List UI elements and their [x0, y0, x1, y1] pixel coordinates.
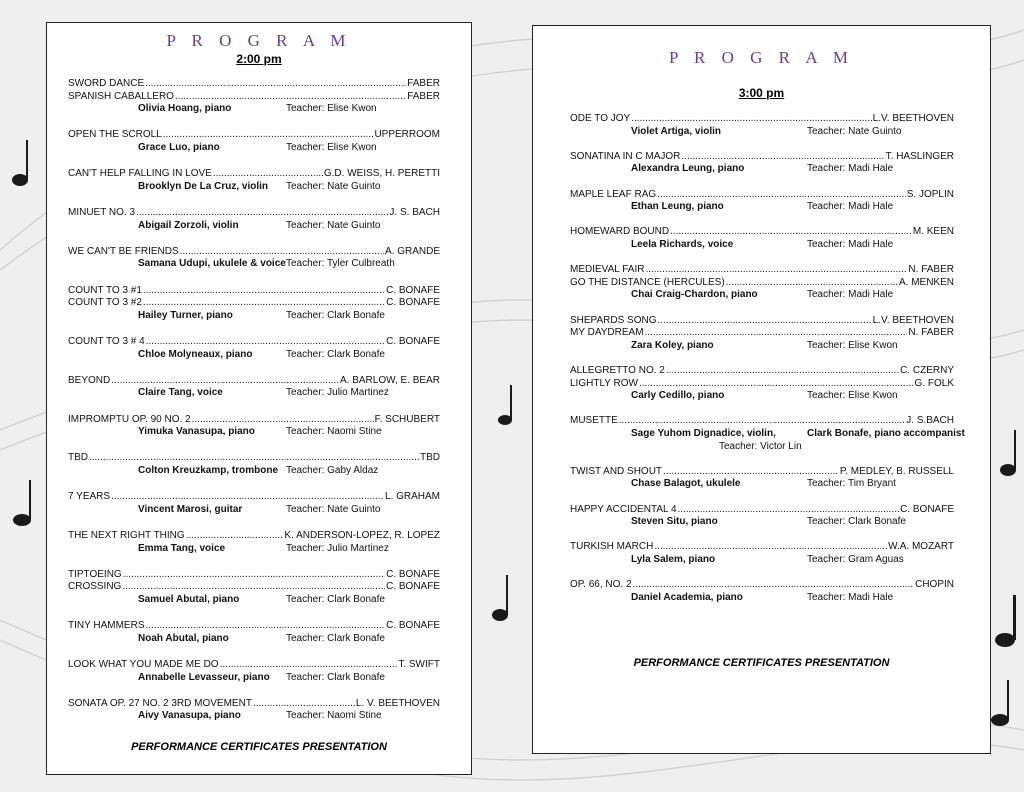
piece-composer: UPPERROOM: [374, 129, 440, 141]
performer-name: Daniel Academia, piano: [631, 591, 743, 603]
teacher-name: Teacher: Elise Kwon: [286, 103, 377, 115]
teacher-name: Teacher: Clark Bonafe: [286, 348, 385, 360]
piece-composer: J. S.BACH: [906, 415, 954, 427]
dot-leader: [143, 297, 385, 309]
program-heading: P R O G R A M: [166, 31, 352, 50]
teacher-name-extra: Teacher: Victor Lin: [719, 440, 802, 452]
piece-composer: N. FABER: [908, 264, 954, 276]
piece-line: [68, 659, 440, 671]
piece-line: [68, 336, 440, 348]
teacher-name: Teacher: Gaby Aldaz: [286, 465, 379, 476]
piece-line: [570, 378, 954, 390]
piece-composer: C. BONAFE: [900, 503, 954, 515]
piece-composer: G.D. WEISS, H. PERETTI: [323, 168, 440, 180]
piece-line: [68, 207, 440, 219]
teacher-name: Teacher: Julio Martinez: [286, 387, 389, 399]
piece-composer: L.V. BEETHOVEN: [872, 314, 954, 326]
performer-name: Aivy Vanasupa, piano: [138, 710, 241, 722]
piece-title: TIPTOEING: [68, 568, 122, 580]
piece-title: OP. 66, NO. 2: [570, 579, 632, 591]
program-heading: P R O G R A M: [668, 48, 855, 67]
dot-leader: [658, 315, 872, 327]
piece-line: [68, 620, 440, 632]
piece-line: [570, 415, 954, 427]
performer-name: Emma Tang, voice: [138, 542, 226, 554]
performer-name: Grace Luo, piano: [138, 142, 220, 153]
piece-line: [68, 414, 440, 426]
piece-title: COUNT TO 3 #2: [68, 297, 142, 309]
piece-title: CROSSING: [68, 581, 122, 593]
performer-name: Vincent Marosi, guitar: [138, 503, 243, 515]
performer-line: [138, 543, 389, 555]
dot-leader: [619, 415, 905, 427]
piece-line: [570, 189, 954, 201]
piece-line: [68, 129, 440, 141]
piece-title: LOOK WHAT YOU MADE ME DO: [68, 659, 219, 670]
dot-leader: [663, 466, 839, 478]
dot-leader: [639, 378, 914, 390]
teacher-name: Clark Bonafe, piano accompanist: [807, 428, 965, 439]
performer-name: Violet Artiga, violin: [631, 125, 722, 137]
performer-line: [138, 220, 381, 232]
piece-title: SHEPARDS SONG: [570, 314, 657, 326]
piece-line: [570, 327, 954, 339]
program-page-left: [46, 22, 472, 775]
performer-line: [138, 710, 382, 722]
teacher-name: Teacher: Nate Guinto: [807, 125, 902, 137]
performer-name: Annabelle Levasseur, piano: [138, 671, 270, 683]
dot-leader: [253, 698, 355, 710]
piece-composer: W.A. MOZART: [888, 541, 954, 553]
performer-name: Noah Abutal, piano: [138, 632, 229, 644]
piece-line: [570, 466, 954, 478]
piece-title: SPANISH CABALLERO: [68, 90, 174, 102]
dot-leader: [633, 579, 915, 591]
performer-name: Lyla Salem, piano: [631, 554, 716, 565]
dot-leader: [146, 620, 386, 632]
dot-leader: [146, 336, 385, 348]
piece-title: GO THE DISTANCE (HERCULES): [570, 276, 725, 288]
piece-line: [570, 264, 954, 276]
piece-composer: A. MENKEN: [898, 276, 954, 288]
performer-line: [631, 340, 898, 352]
piece-title: TWIST AND SHOUT: [570, 465, 663, 477]
performer-line: [631, 592, 893, 604]
performer-name: Yimuka Vanasupa, piano: [138, 426, 255, 438]
teacher-name: Teacher: Clark Bonafe: [286, 594, 385, 605]
piece-line: [570, 113, 954, 125]
dot-leader: [213, 168, 323, 180]
piece-composer: T. SWIFT: [398, 659, 440, 670]
piece-line: [570, 226, 954, 238]
teacher-name: Teacher: Clark Bonafe: [286, 309, 385, 321]
program-time: 3:00 pm: [738, 86, 785, 100]
performer-name: Brooklyn De La Cruz, violin: [138, 180, 269, 192]
piece-title: MEDIEVAL FAIR: [570, 264, 645, 276]
teacher-name: Teacher: Julio Martinez: [286, 542, 389, 554]
dot-leader: [175, 91, 406, 103]
performer-name: Chloe Molyneaux, piano: [138, 348, 253, 360]
teacher-name: Teacher: Naomi Stine: [286, 426, 382, 438]
teacher-name: Teacher: Nate Guinto: [286, 180, 381, 192]
piece-title: TBD: [68, 452, 88, 464]
piece-title: HAPPY ACCIDENTAL 4: [570, 503, 677, 515]
performer-name: Steven Situ, piano: [631, 516, 718, 528]
piece-composer: L. V. BEETHOVEN: [355, 697, 440, 709]
program-time: 2:00 pm: [236, 52, 282, 66]
performer-name: Sage Yuhom Dignadice, violin,: [631, 428, 776, 439]
piece-title: SONATINA IN C MAJOR: [570, 150, 681, 162]
teacher-name: Teacher: Madi Hale: [807, 289, 894, 301]
dot-leader: [192, 414, 374, 426]
performer-name: Carly Cedillo, piano: [631, 390, 725, 402]
piece-composer: M. KEEN: [912, 226, 954, 238]
piece-composer: L.V. BEETHOVEN: [872, 113, 954, 124]
piece-composer: S. JOPLIN: [906, 188, 954, 200]
teacher-name: Teacher: Madi Hale: [807, 163, 894, 175]
piece-line: [68, 452, 440, 464]
program-page-right: [532, 25, 991, 754]
performer-line: [138, 349, 385, 361]
performer-name: Ethan Leung, piano: [631, 201, 724, 213]
piece-line: [68, 491, 440, 503]
piece-line: [570, 541, 954, 553]
piece-line: [68, 375, 440, 387]
performer-line: [631, 201, 893, 213]
piece-composer: C. BONAFE: [386, 568, 440, 580]
performer-line: [138, 258, 395, 270]
performer-name: Samana Udupi, ukulele & voice: [138, 258, 286, 270]
piece-title: COUNT TO 3 #1: [68, 284, 142, 296]
dot-leader: [89, 452, 419, 464]
piece-composer: FABER: [407, 78, 440, 89]
piece-composer: J. S. BACH: [389, 207, 440, 218]
piece-line: [570, 151, 954, 163]
dot-leader: [143, 285, 385, 297]
dot-leader: [180, 246, 384, 258]
performer-name: Abigail Zorzoli, violin: [138, 219, 239, 231]
performer-line: [138, 633, 385, 645]
program-footer: PERFORMANCE CERTIFICATES PRESENTATION: [131, 741, 387, 753]
performer-name: Colton Kreuzkamp, trombone: [138, 465, 279, 476]
dot-leader: [654, 541, 887, 553]
teacher-name: Teacher: Nate Guinto: [286, 219, 381, 231]
piece-composer: L. GRAHAM: [384, 491, 440, 503]
performer-line: [631, 516, 906, 528]
dot-leader: [670, 226, 912, 238]
performer-line: [631, 289, 893, 301]
piece-composer: C. BONAFE: [386, 581, 440, 593]
performer-line: [631, 428, 965, 440]
piece-line: [68, 168, 440, 180]
piece-title: TURKISH MARCH: [570, 541, 654, 553]
piece-title: WE CAN'T BE FRIENDS: [68, 245, 179, 257]
performer-name: Samuel Abutal, piano: [138, 594, 240, 605]
piece-title: IMPROMPTU OP. 90 NO. 2: [68, 413, 191, 425]
piece-composer: A. BARLOW, E. BEAR: [339, 374, 440, 386]
dot-leader: [645, 327, 908, 339]
dot-leader: [136, 207, 388, 219]
performer-line: [138, 672, 385, 684]
performer-line: [631, 126, 902, 138]
piece-title: COUNT TO 3 # 4: [68, 336, 145, 347]
piece-title: SONATA OP. 27 NO. 2 3RD MOVEMENT: [68, 697, 252, 709]
dot-leader: [111, 491, 384, 503]
performer-line: [138, 465, 378, 477]
piece-composer: T. HASLINGER: [885, 150, 954, 162]
dot-leader: [657, 189, 906, 201]
dot-leader: [631, 113, 871, 125]
piece-title: CAN'T HELP FALLING IN LOVE: [68, 168, 212, 180]
piece-title: ODE TO JOY: [570, 113, 631, 124]
piece-composer: C. BONAFE: [386, 620, 440, 632]
piece-title: MUSETTE: [570, 415, 618, 427]
piece-title: THE NEXT RIGHT THING: [68, 530, 185, 541]
teacher-name: Teacher: Tyler Culbreath: [286, 258, 395, 270]
piece-composer: FABER: [407, 90, 440, 102]
piece-line: [68, 297, 440, 309]
piece-composer: C. CZERNY: [900, 365, 954, 376]
piece-title: LIGHTLY ROW: [570, 377, 638, 389]
performer-line: [138, 426, 382, 438]
dot-leader: [111, 375, 339, 387]
teacher-name: Teacher: Elise Kwon: [807, 390, 898, 402]
piece-composer: N. FABER: [908, 327, 954, 339]
piece-line: [570, 277, 954, 289]
performer-name: Leela Richards, voice: [631, 239, 734, 250]
piece-line: [570, 579, 954, 591]
dot-leader: [678, 504, 900, 516]
dot-leader: [666, 365, 899, 377]
teacher-name: Teacher: Clark Bonafe: [807, 516, 906, 528]
piece-composer: TBD: [420, 452, 440, 464]
performer-line: [631, 554, 904, 566]
piece-composer: F. SCHUBERT: [374, 413, 440, 425]
performer-name: Chase Balagot, ukulele: [631, 478, 741, 490]
performer-name: Chai Craig-Chardon, piano: [631, 289, 758, 301]
piece-line: [570, 504, 954, 516]
performer-line: [138, 181, 381, 193]
piece-title: OPEN THE SCROLL: [68, 129, 162, 141]
piece-line: [68, 569, 440, 581]
teacher-name: Teacher: Nate Guinto: [286, 503, 381, 515]
teacher-name: Teacher: Madi Hale: [807, 201, 894, 213]
piece-composer: K. ANDERSON-LOPEZ, R. LOPEZ: [284, 530, 440, 541]
piece-composer: C. BONAFE: [386, 336, 440, 347]
performer-line: [631, 239, 893, 251]
teacher-name: Teacher: Naomi Stine: [286, 710, 382, 722]
dot-leader: [186, 530, 284, 542]
piece-line: [68, 285, 440, 297]
piece-composer: A. GRANDE: [384, 245, 440, 257]
piece-composer: G. FOLK: [914, 377, 954, 389]
teacher-name: Teacher: Tim Bryant: [807, 478, 896, 490]
piece-title: ALLEGRETTO NO. 2: [570, 365, 665, 376]
performer-line: [138, 387, 389, 399]
dot-leader: [681, 151, 884, 163]
piece-line: [570, 315, 954, 327]
dot-leader: [726, 277, 898, 289]
teacher-name: Teacher: Clark Bonafe: [286, 632, 385, 644]
teacher-name: Teacher: Madi Hale: [807, 239, 894, 250]
performer-line: [138, 310, 385, 322]
performer-line: [138, 142, 377, 154]
performer-name: Olivia Hoang, piano: [138, 103, 232, 115]
piece-line: [68, 246, 440, 258]
performer-line: [631, 163, 893, 175]
performer-line: [138, 103, 377, 115]
piece-title: MY DAYDREAM: [570, 327, 644, 339]
piece-composer: P. MEDLEY, B. RUSSELL: [839, 465, 954, 477]
teacher-name: Teacher: Gram Aguas: [807, 554, 904, 565]
performer-name: Hailey Turner, piano: [138, 309, 233, 321]
dot-leader: [163, 129, 374, 141]
piece-line: [570, 365, 954, 377]
piece-composer: CHOPIN: [915, 579, 954, 591]
performer-name: Claire Tang, voice: [138, 387, 223, 399]
dot-leader: [123, 569, 385, 581]
piece-title: MINUET NO. 3: [68, 207, 136, 218]
piece-line: [68, 78, 440, 90]
teacher-name: Teacher: Elise Kwon: [807, 339, 898, 351]
piece-line: [68, 581, 440, 593]
performer-line: [631, 390, 898, 402]
performer-name: Zara Koley, piano: [631, 339, 714, 351]
teacher-name: Teacher: Clark Bonafe: [286, 671, 385, 683]
teacher-name: Teacher: Elise Kwon: [286, 142, 377, 153]
performer-line: [631, 478, 896, 490]
program-footer: PERFORMANCE CERTIFICATES PRESENTATION: [633, 657, 890, 669]
piece-title: SWORD DANCE: [68, 78, 145, 89]
piece-title: TINY HAMMERS: [68, 620, 145, 632]
piece-line: [68, 698, 440, 710]
piece-title: BEYOND: [68, 374, 111, 386]
piece-title: 7 YEARS: [68, 491, 111, 503]
dot-leader: [145, 78, 406, 90]
performer-line: [138, 504, 381, 516]
teacher-name: Teacher: Madi Hale: [807, 591, 894, 603]
dot-leader: [645, 264, 907, 276]
performer-line: [138, 594, 385, 606]
piece-composer: C. BONAFE: [386, 284, 440, 296]
piece-line: [68, 91, 440, 103]
performer-name: Alexandra Leung, piano: [631, 163, 745, 175]
piece-title: HOMEWARD BOUND: [570, 226, 670, 238]
dot-leader: [122, 581, 385, 593]
piece-line: [68, 530, 440, 542]
piece-composer: C. BONAFE: [386, 297, 440, 309]
piece-title: MAPLE LEAF RAG: [570, 188, 657, 200]
dot-leader: [220, 659, 398, 671]
